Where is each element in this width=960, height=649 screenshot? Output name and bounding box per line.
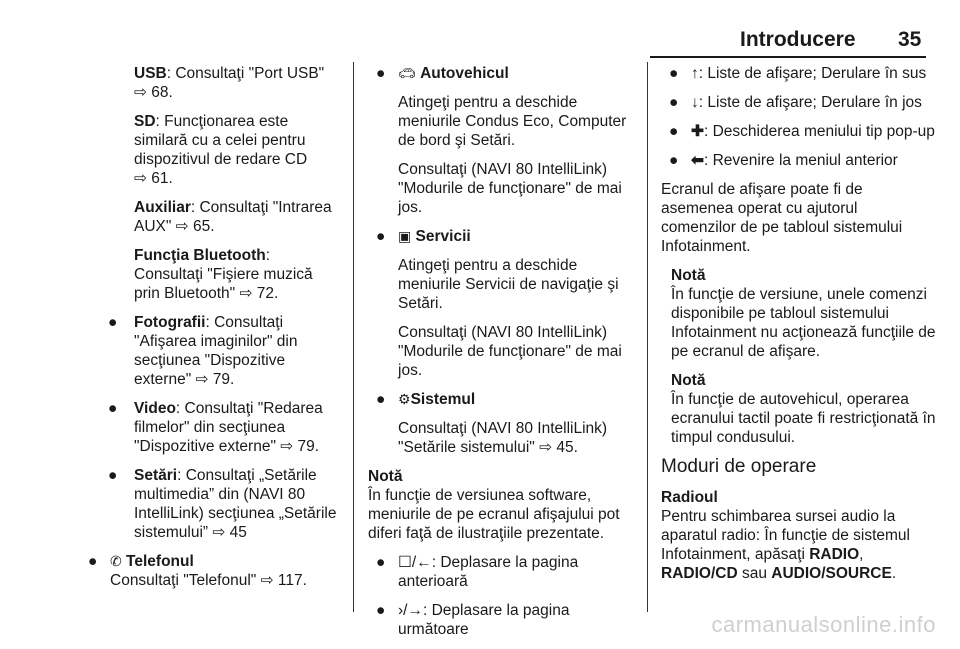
bluetooth-text: : Consultaţi "Fişiere muzică prin Bluetooth" ⇨ 72.	[134, 247, 313, 302]
scroll-up-text: ↑: Liste de afişare; Derulare în sus	[691, 65, 927, 82]
aux-entry	[80, 198, 342, 236]
system-text: Consultaţi (NAVI 80 IntelliLink) "Setările sistemului" ⇨ 45.	[398, 420, 608, 456]
sd-entry	[80, 112, 342, 188]
phone-icon: ✆	[110, 553, 122, 569]
page-number: 35	[898, 28, 922, 51]
scroll-up-item	[661, 64, 936, 83]
note-label: Notă	[368, 468, 403, 485]
header-rule	[650, 56, 926, 58]
bullet: ●	[669, 65, 679, 82]
note-vehicle	[661, 371, 936, 447]
services-text-1: Atingeţi pentru a deschide meniurile Servicii de navigaţie şi Setări.	[398, 257, 619, 312]
video-text: : Consultaţi "Redarea filmelor" din secţiunea "Dispozitive externe" ⇨ 79.	[134, 400, 323, 455]
settings-text: : Consultaţi „Setările multimedia” din (NAVI 80 IntelliLink) secţiunea „Setările sistemului” ⇨ 45	[134, 467, 337, 541]
car-icon: 🚗︎	[398, 65, 416, 81]
note-label: Notă	[671, 267, 706, 284]
next-page-text: ›/→: Deplasare la pagina următoare	[398, 602, 570, 638]
video-label: Video	[134, 400, 176, 417]
vehicle-text-1: Atingeţi pentru a deschide meniurile Condus Eco, Computer de bord şi Setări.	[398, 94, 627, 149]
page-header-title: Introducere	[740, 28, 856, 51]
bullet: ●	[108, 314, 118, 331]
note-version	[661, 266, 936, 361]
video-item	[80, 399, 342, 456]
usb-ref: ⇨ 68.	[134, 84, 173, 101]
popup-item	[661, 122, 936, 141]
section-heading: Moduri de operare	[661, 456, 817, 477]
settings-label: Setări	[134, 467, 178, 484]
bullet: ●	[376, 228, 386, 245]
bullet: ●	[376, 65, 386, 82]
phone-label: Telefonul	[126, 553, 194, 570]
radio-button-name: RADIO	[809, 546, 860, 563]
aux-label: Auxiliar	[134, 199, 191, 216]
note-text: În funcţie de autovehicul, operarea ecranului tactil poate fi restricţionată în timpul condusului.	[671, 391, 936, 446]
radio-paragraph	[661, 488, 936, 583]
watermark: carmanualsonline.info	[711, 612, 936, 637]
services-text-2: Consultaţi (NAVI 80 IntelliLink) "Modurile de funcţionare" de mai jos.	[398, 324, 622, 379]
sd-text: : Funcţionarea este similară cu a celei pentru dispozitivul de redare CD	[134, 113, 308, 168]
photos-label: Fotografii	[134, 314, 206, 331]
back-item	[661, 151, 936, 170]
scroll-down-item	[661, 93, 936, 112]
vehicle-item	[368, 64, 634, 83]
services-label: Servicii	[415, 228, 471, 245]
screen-operation-paragraph: Ecranul de afişare poate fi de asemenea operat cu ajutorul comenzilor de pe tabloul sistemului Infotainment.	[661, 181, 903, 255]
bullet: ●	[108, 467, 118, 484]
bluetooth-label: Funcţia Bluetooth	[134, 247, 266, 264]
note-software	[368, 467, 634, 543]
system-item	[368, 390, 634, 409]
plus-icon: ✚	[691, 123, 704, 140]
radio-text: Pentru schimbarea sursei audio la aparatul radio: În funcţie de sistemul Infotainment, apăsaţi	[661, 508, 910, 563]
gear-icon: ⚙	[398, 391, 411, 407]
usb-entry	[80, 64, 342, 102]
aux-text: : Consultaţi "Intrarea AUX" ⇨ 65.	[134, 199, 332, 235]
prev-page-text: ☐/←: Deplasare la pagina anterioară	[398, 554, 579, 590]
note-text: În funcţie de versiunea software, meniurile de pe ecranul afişajului pot diferi faţă de ilustraţiile prezentate.	[368, 487, 620, 542]
popup-text: : Deschiderea meniului tip pop-up	[704, 123, 935, 140]
column-3	[661, 64, 936, 593]
system-label: Sistemul	[410, 391, 476, 408]
usb-label: USB	[134, 65, 167, 82]
phone-item	[80, 552, 342, 590]
bluetooth-entry	[80, 246, 342, 303]
column-1	[80, 64, 342, 600]
photos-item	[80, 313, 342, 389]
briefcase-icon: ▣	[398, 228, 412, 244]
next-page-item	[368, 601, 634, 639]
audio-source-button-name: AUDIO/SOURCE	[771, 565, 892, 582]
bullet: ●	[376, 554, 386, 571]
bullet: ●	[669, 152, 679, 169]
note-label: Notă	[671, 372, 706, 389]
phone-text: Consultaţi "Telefonul" ⇨ 117.	[110, 572, 307, 589]
separator: .	[891, 565, 897, 582]
vehicle-label: Autovehicul	[420, 65, 509, 82]
services-item	[368, 227, 634, 246]
bullet: ●	[88, 553, 98, 570]
bullet: ●	[669, 123, 679, 140]
separator: ,	[859, 546, 864, 563]
prev-page-item	[368, 553, 634, 591]
sd-ref: ⇨ 61.	[134, 170, 173, 187]
vehicle-text-2: Consultaţi (NAVI 80 IntelliLink) "Modurile de funcţionare" de mai jos.	[398, 161, 622, 216]
column-divider-1	[353, 62, 354, 612]
bullet: ●	[376, 602, 386, 619]
column-divider-2	[647, 62, 648, 612]
column-2	[368, 64, 634, 649]
photos-text: : Consultaţi "Afişarea imaginilor" din secţiunea "Dispozitive externe" ⇨ 79.	[134, 314, 298, 388]
bullet: ●	[108, 400, 118, 417]
back-arrow-icon: ⬅	[691, 152, 704, 169]
settings-item	[80, 466, 342, 542]
back-text: : Revenire la meniul anterior	[704, 152, 898, 169]
radio-subheading: Radioul	[661, 489, 718, 506]
scroll-down-text: ↓: Liste de afişare; Derulare în jos	[691, 94, 922, 111]
sd-label: SD	[134, 113, 156, 130]
note-text: În funcţie de versiune, unele comenzi disponibile pe tabloul sistemului Infotainment nu acţionează funcţiile de pe ecranul de afişare.	[671, 286, 936, 360]
bullet: ●	[376, 391, 386, 408]
radio-cd-button-name: RADIO/CD	[661, 565, 738, 582]
bullet: ●	[669, 94, 679, 111]
separator: sau	[737, 565, 772, 582]
usb-text: : Consultaţi "Port USB"	[166, 65, 325, 82]
